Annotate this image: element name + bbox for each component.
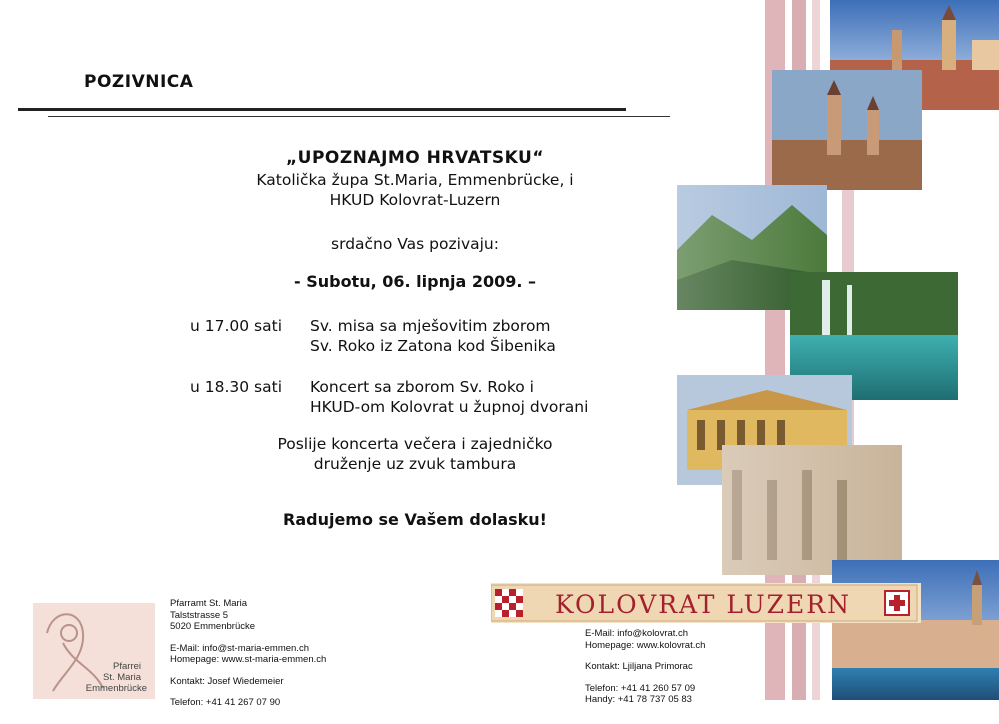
after-concert-line-2: druženje uz zvuk tambura — [313, 455, 517, 473]
parish-email: E-Mail: info@st-maria-emmen.ch — [170, 642, 309, 654]
kolovrat-handy: Handy: +41 78 737 05 83 — [585, 694, 692, 705]
kolovrat-email: E-Mail: info@kolovrat.ch — [585, 628, 689, 639]
parish-contact-person: Kontakt: Josef Wiedemeier — [170, 675, 284, 687]
kolovrat-homepage: Homepage: www.kolovrat.ch — [585, 639, 706, 651]
kolovrat-banner — [491, 583, 921, 623]
photo-bell-towers — [772, 70, 922, 190]
program-line: Sv. Roko iz Zatona kod Šibenika — [310, 337, 556, 355]
logo-text-line2: St. Maria — [102, 672, 141, 683]
parish-contact-block — [170, 598, 326, 709]
divider-thin — [48, 116, 670, 117]
program-time: u 17.00 sati — [190, 317, 283, 335]
invite-text: srdačno Vas pozivaju: — [331, 235, 499, 253]
organizer-line-2: HKUD Kolovrat-Luzern — [329, 191, 501, 209]
kolovrat-phone: Telefon: +41 41 260 57 09 — [585, 682, 696, 694]
checkerboard-icon — [495, 589, 523, 617]
event-date: - Subotu, 06. lipnja 2009. – — [293, 272, 536, 291]
page-heading: POZIVNICA — [84, 72, 194, 92]
divider-thick — [18, 108, 626, 111]
kolovrat-contact-person: Kontakt: Ljiljana Primorac — [585, 661, 693, 672]
logo-text-line3: Emmenbrücke — [85, 683, 147, 694]
organizer-line-1: Katolička župa St.Maria, Emmenbrücke, i — [256, 171, 574, 189]
event-title: „UPOZNAJMO HRVATSKU“ — [285, 148, 545, 168]
parish-city: 5020 Emmenbrücke — [170, 621, 256, 632]
kolovrat-contact-block — [585, 628, 705, 706]
parish-street: Talststrasse 5 — [170, 609, 229, 621]
program-line: Sv. misa sa mješovitim zborom — [310, 317, 551, 335]
parish-homepage: Homepage: www.st-maria-emmen.ch — [170, 654, 327, 665]
photo-stone-ruins — [722, 445, 902, 575]
parish-phone: Telefon: +41 41 267 07 90 — [170, 697, 281, 708]
parish-name: Pfarramt St. Maria — [170, 598, 248, 609]
program-time: u 18.30 sati — [190, 378, 283, 396]
logo-text-line1: Pfarrei — [113, 661, 141, 672]
program-line: HKUD-om Kolovrat u župnoj dvorani — [310, 398, 589, 416]
banner-title: KOLOVRAT LUZERN — [555, 590, 851, 619]
photo-coastal-town — [832, 560, 999, 700]
program-description — [310, 377, 690, 417]
parish-logo — [33, 603, 155, 699]
swiss-cross-icon — [885, 591, 909, 615]
closing-text: Radujemo se Vašem dolasku! — [283, 510, 547, 529]
after-concert-line-1: Poslije koncerta večera i zajedničko — [277, 435, 553, 453]
program-line: Koncert sa zborom Sv. Roko i — [310, 378, 534, 396]
program-description — [310, 316, 690, 356]
